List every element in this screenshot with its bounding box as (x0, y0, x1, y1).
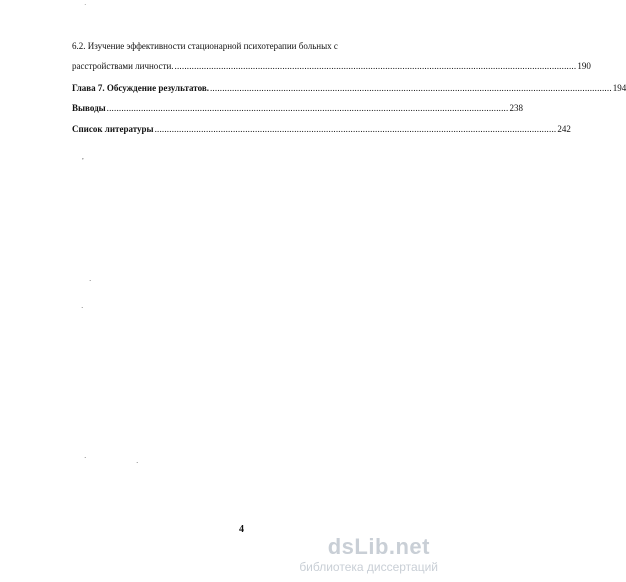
toc-leader-dots: .................................................................................................................................................................... (209, 83, 612, 93)
watermark-subtitle: библиотека диссертаций (299, 560, 438, 574)
toc-entry-references-title: Список литературы (72, 124, 154, 134)
toc-entry-chapter-7[interactable] (72, 83, 626, 94)
scan-speck: · (81, 304, 84, 312)
scan-speck: , (82, 153, 84, 161)
toc-entry-6-2-line1 (72, 41, 408, 52)
toc-page-number: 190 (577, 61, 591, 71)
toc-page-number: 242 (557, 124, 571, 134)
toc-leader-dots: .................................................................................................................................................................... (174, 61, 577, 71)
page-number: 4 (239, 524, 244, 535)
watermark (299, 534, 438, 574)
toc-entry-references[interactable] (72, 124, 571, 135)
toc-page-number: 194 (612, 83, 626, 93)
watermark-logo-text: dsLib.net (327, 534, 430, 559)
toc-entry-conclusions-title: Выводы (72, 103, 106, 113)
scan-speck: · (136, 459, 139, 467)
toc-entry-conclusions[interactable] (72, 103, 523, 114)
scan-speck: · (84, 454, 87, 462)
scan-speck: ˊ (89, 279, 92, 287)
scan-speck: ˙ (84, 3, 87, 11)
watermark-logo (328, 534, 430, 560)
toc-leader-dots: .................................................................................................................................................................... (106, 103, 509, 113)
toc-page-number: 238 (509, 103, 523, 113)
toc-entry-chapter-7-title: Глава 7. Обсуждение результатов. (72, 83, 209, 93)
toc-entry-6-2-title: 6.2. Изучение эффективности стационарной психотерапии больных с (72, 41, 338, 51)
toc-leader-dots: .................................................................................................................................................................... (154, 124, 557, 134)
toc-entry-6-2-line2[interactable] (72, 61, 591, 72)
toc-entry-6-2-title-cont: расстройствами личности. (72, 61, 174, 71)
